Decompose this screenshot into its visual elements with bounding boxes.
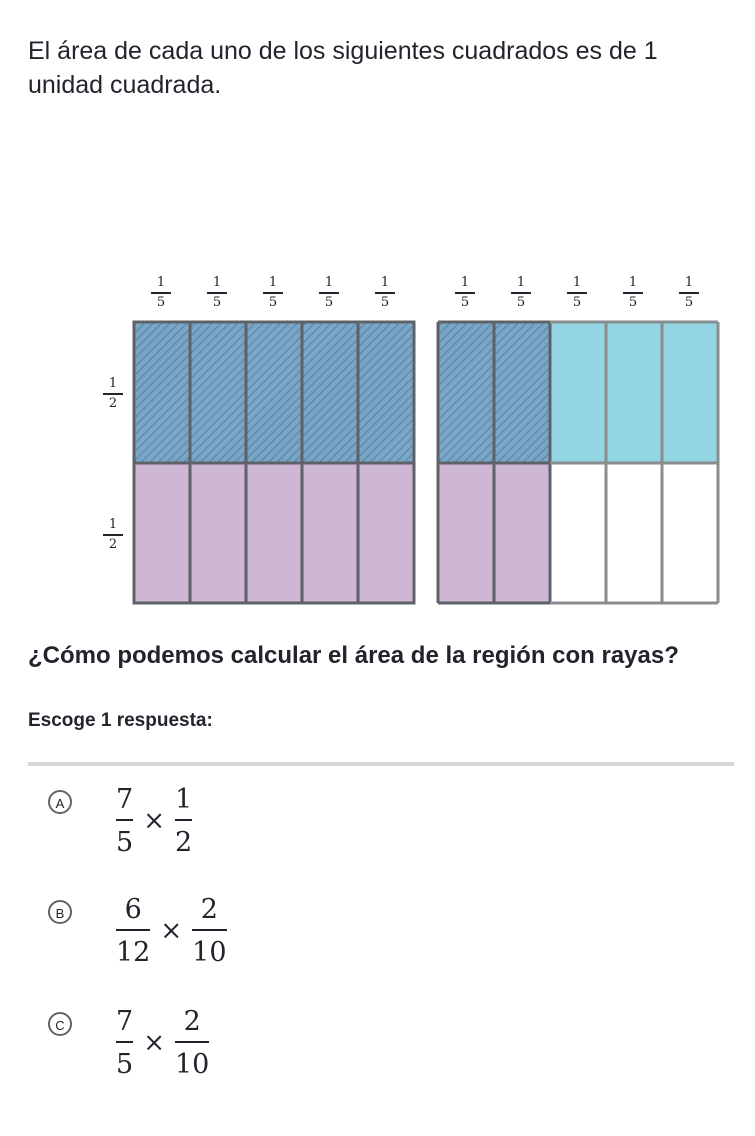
choice-letter-b: B (48, 900, 72, 924)
column-label: 1 5 (151, 275, 171, 310)
striped-cell (358, 322, 414, 463)
choice-expression: $\frac{6}{12}$ × $\frac{2}{10}$ (116, 894, 227, 968)
column-label: 1 5 (623, 275, 643, 310)
striped-cell (134, 322, 190, 463)
instruction-text: Escoge 1 respuesta: (28, 710, 213, 731)
purple-region (134, 463, 414, 603)
question-text: ¿Cómo podemos calcular el área de la región con rayas? (28, 642, 679, 669)
column-label: 1 5 (263, 275, 283, 310)
divider (28, 762, 734, 766)
choice-b[interactable] (40, 894, 540, 990)
column-label: 1 5 (375, 275, 395, 310)
column-label: 1 5 (511, 275, 531, 310)
choice-expression: $\frac{7}{5}$ × $\frac{2}{10}$ (116, 1006, 210, 1080)
striped-cell (246, 322, 302, 463)
right-unit-square (438, 322, 718, 603)
column-label: 1 5 (207, 275, 227, 310)
column-label: 1 5 (319, 275, 339, 310)
striped-cell (190, 322, 246, 463)
row-label: 1 2 (103, 517, 123, 552)
choice-c[interactable] (40, 1006, 540, 1102)
striped-cell (494, 322, 550, 463)
column-label: 1 5 (567, 275, 587, 310)
row-label: 1 2 (103, 376, 123, 411)
choice-letter-c: C (48, 1012, 72, 1036)
blue-region (550, 322, 718, 463)
striped-cell (438, 322, 494, 463)
column-label: 1 5 (679, 275, 699, 310)
question-prompt: El área de cada uno de los siguientes cuadrados es de 1 unidad cuadrada. (28, 37, 658, 99)
choice-letter-a: A (48, 790, 72, 814)
white-region (550, 463, 718, 603)
column-label: 1 5 (455, 275, 475, 310)
left-unit-square (134, 322, 414, 603)
choice-expression: $\frac{7}{5}$ × $\frac{1}{2}$ (116, 784, 193, 858)
striped-cell (302, 322, 358, 463)
choice-a[interactable] (40, 784, 540, 880)
